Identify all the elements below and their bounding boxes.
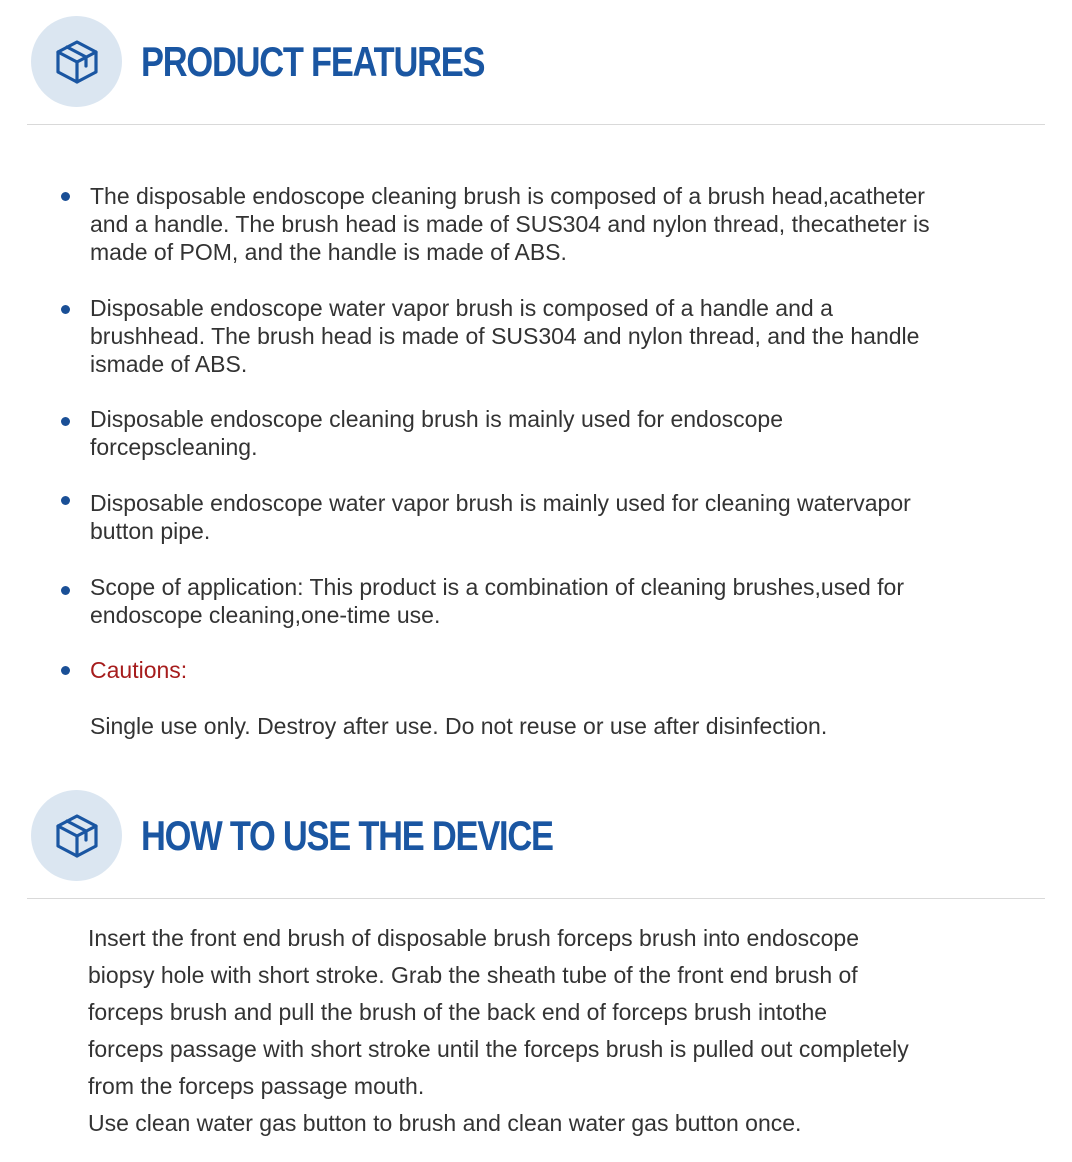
- header-divider: [27, 124, 1045, 125]
- box-icon: [53, 812, 101, 860]
- box-icon-badge: [31, 16, 122, 107]
- section-title-product-features: PRODUCT FEATURES: [141, 38, 485, 85]
- bullet-dot: [61, 417, 70, 426]
- header-divider: [27, 898, 1045, 899]
- feature-text: Scope of application: This product is a combination of cleaning brushes,used for endoscope cleaning,one-time use.: [90, 574, 905, 628]
- cautions-label: Cautions:: [90, 657, 188, 683]
- box-icon-badge: [31, 790, 122, 881]
- bullet-dot: [61, 305, 70, 314]
- feature-text: Disposable endoscope cleaning brush is mainly used for endoscope forcepscleaning.: [90, 406, 783, 460]
- cautions-text: Single use only. Destroy after use. Do not reuse or use after disinfection.: [90, 713, 828, 739]
- bullet-dot: [61, 496, 70, 505]
- bullet-dot: [61, 192, 70, 201]
- product-features-header: [0, 16, 1072, 116]
- section-title-how-to-use: HOW TO USE THE DEVICE: [141, 812, 553, 859]
- feature-text: The disposable endoscope cleaning brush is composed of a brush head,acatheter and a handle. The brush head is made of SUS304 and nylon thread, thecatheter is made of POM, and the handle is made of ABS.: [90, 183, 930, 265]
- how-to-use-header: [0, 790, 1072, 890]
- bullet-dot: [61, 666, 70, 675]
- box-icon: [53, 38, 101, 86]
- usage-instructions: Insert the front end brush of disposable brush forceps brush into endoscope biopsy hole with short stroke. Grab the sheath tube of the front end brush of forceps brush and pull the brush of the back end of forceps brush intothe forceps passage with short stroke until the forceps brush is pulled out completely from the forceps passage mouth. Use clean water gas button to brush and clean water gas button once.: [88, 925, 909, 1136]
- bullet-dot: [61, 586, 70, 595]
- feature-text: Disposable endoscope water vapor brush is mainly used for cleaning watervapor button pipe.: [90, 490, 911, 544]
- feature-text: Disposable endoscope water vapor brush is composed of a handle and a brushhead. The brush head is made of SUS304 and nylon thread, and the handle ismade of ABS.: [90, 295, 920, 377]
